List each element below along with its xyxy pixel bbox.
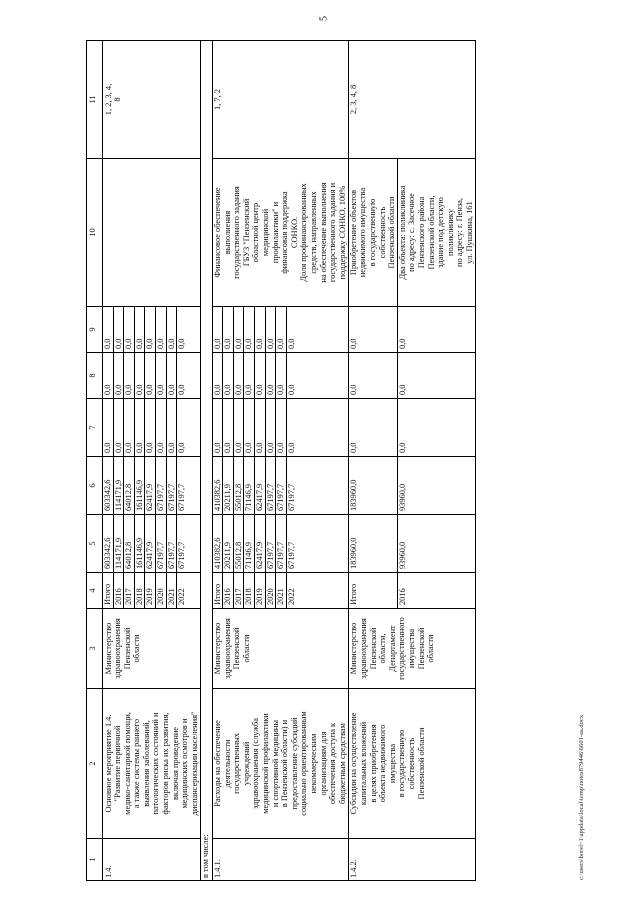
- value: 62417,9: [255, 515, 266, 572]
- value: 603342,6: [103, 457, 114, 514]
- value: 0,0: [145, 353, 156, 398]
- table-row-1-4-2: [348, 41, 475, 881]
- year: 2016: [223, 573, 234, 608]
- spacer: [378, 399, 388, 456]
- value: 0,0: [276, 353, 287, 398]
- subheader-row: [200, 41, 212, 881]
- value: 0,0: [135, 353, 146, 398]
- value: 0,0: [348, 338, 358, 349]
- value: 0,0: [266, 353, 277, 398]
- header-cell: 10: [87, 159, 103, 307]
- year: 2022: [177, 588, 187, 605]
- spacer: [368, 515, 378, 572]
- value: 0,0: [276, 399, 287, 456]
- value: 0,0: [286, 338, 296, 349]
- spacer: [378, 573, 388, 608]
- value: 67197,7: [167, 515, 178, 572]
- header-cell: 11: [87, 41, 103, 159]
- year: 2018: [244, 573, 255, 608]
- value: 0,0: [145, 307, 156, 352]
- value: 0,0: [244, 399, 255, 456]
- value: 67197,7: [276, 457, 287, 514]
- spacer: [387, 353, 397, 398]
- year: 2021: [276, 573, 287, 608]
- year: 2019: [145, 573, 156, 608]
- value: 0,0: [276, 307, 287, 352]
- year: 2021: [167, 573, 178, 608]
- value: 67197,7: [177, 541, 187, 569]
- spacer: [358, 515, 368, 572]
- value: 0,0: [103, 399, 114, 456]
- row-number: 1.4.: [103, 839, 201, 881]
- total-amount-cell: [212, 515, 348, 573]
- spacer: [378, 307, 388, 352]
- rotated-page: [86, 41, 624, 881]
- value: 0,0: [244, 307, 255, 352]
- value: 20211,9: [223, 515, 234, 572]
- value: 114171,9: [114, 457, 125, 514]
- value: 71146,9: [244, 457, 255, 514]
- value: 183960,0: [348, 537, 358, 569]
- year: Итого: [103, 573, 114, 608]
- value: 183960,0: [348, 479, 358, 511]
- header-cell: 2: [87, 689, 103, 839]
- value: 0,0: [348, 442, 358, 453]
- spacer: [358, 457, 368, 514]
- total-amount-cell: [348, 515, 475, 573]
- result-cell: Финансовое обеспечение выполнения государственного задания ГБУЗ "Пензенский областной центр медицинской профилактики" и финансовая поддержка СОНКО. Доля профинансированных средств, направленных на обеспечение выполнения государственного задания и поддержку СОНКО, 100%: [212, 159, 348, 307]
- year: 2017: [124, 573, 135, 608]
- year: 2020: [156, 573, 167, 608]
- value: 0,0: [255, 399, 266, 456]
- spacer: [358, 353, 368, 398]
- header-cell: 8: [87, 353, 103, 399]
- indicator-links: 1, 2, 3, 4, 8: [103, 41, 201, 159]
- value: 0,0: [156, 353, 167, 398]
- value: 0,0: [167, 353, 178, 398]
- value: 0,0: [223, 353, 234, 398]
- value: 0,0: [397, 307, 408, 352]
- value: 0,0: [124, 353, 135, 398]
- value: 67197,7: [266, 515, 277, 572]
- value: 0,0: [213, 399, 224, 456]
- value: 0,0: [234, 353, 245, 398]
- value: 0,0: [255, 307, 266, 352]
- value: 0,0: [266, 399, 277, 456]
- regional-budget-cell: [103, 457, 201, 515]
- year: 2017: [234, 573, 245, 608]
- regional-budget-cell: [348, 457, 475, 515]
- value: 0,0: [114, 399, 125, 456]
- subheader-label: в том числе:: [200, 41, 212, 881]
- year: 2016: [114, 573, 125, 608]
- value: 0,0: [348, 384, 358, 395]
- activity-name: Основное мероприятие 1.4. "Развитие первичной медико-санитарной помощи, а также системы раннего выявления заболеваний, патологических состояний и факторов риска их развития, включая проведение медицинских осмотров и диспансеризации населения": [103, 689, 201, 839]
- executor: Министерство здравоохранения Пензенской области: [103, 609, 201, 689]
- value: 0,0: [103, 353, 114, 398]
- value: 0,0: [167, 307, 178, 352]
- years-cell: [212, 573, 348, 609]
- value: 0,0: [234, 399, 245, 456]
- year: Итого: [213, 573, 224, 608]
- year: 2018: [135, 573, 146, 608]
- value: 0,0: [223, 399, 234, 456]
- value: 67197,7: [286, 483, 296, 511]
- value: 410382,6: [213, 457, 224, 514]
- federal-budget-cell: [212, 399, 348, 457]
- result-objects-text: Два объекта: поликлиника по адресу: с. Засечное Пензенского района Пензенской области, здание под детскую поликлинику по адресу: г. Пенза, ул. Пушкина, 161: [397, 159, 475, 306]
- value: 55012,8: [234, 457, 245, 514]
- spacer: [368, 353, 378, 398]
- spacer: [378, 457, 388, 514]
- header-cell: 4: [87, 573, 103, 609]
- spacer: [358, 399, 368, 456]
- result-cell: [103, 159, 201, 307]
- value: 62417,9: [255, 457, 266, 514]
- value: 62417,9: [145, 457, 156, 514]
- value: 0,0: [213, 353, 224, 398]
- value: 0,0: [114, 307, 125, 352]
- result-cell: [348, 159, 475, 307]
- header-cell: 6: [87, 457, 103, 515]
- value: 0,0: [213, 307, 224, 352]
- value: 0,0: [135, 307, 146, 352]
- value: 67197,7: [276, 515, 287, 572]
- value: 0,0: [167, 399, 178, 456]
- spacer: [387, 399, 397, 456]
- value: 0,0: [156, 399, 167, 456]
- program-activities-table: [86, 40, 476, 881]
- header-cell: 5: [87, 515, 103, 573]
- table-row-1-4-1: [212, 41, 348, 881]
- year: 2022: [286, 588, 296, 605]
- year: 2019: [255, 573, 266, 608]
- value: 0,0: [177, 338, 187, 349]
- header-cell: 3: [87, 609, 103, 689]
- years-cell: [103, 573, 201, 609]
- value: 62417,9: [145, 515, 156, 572]
- header-cell: 7: [87, 399, 103, 457]
- value: 0,0: [114, 353, 125, 398]
- value: 67197,7: [156, 457, 167, 514]
- total-amount-cell: [103, 515, 201, 573]
- value: 0,0: [286, 442, 296, 453]
- value: 0,0: [244, 353, 255, 398]
- year: 2020: [266, 573, 277, 608]
- value: 67197,7: [286, 541, 296, 569]
- value: 71146,9: [244, 515, 255, 572]
- spacer: [368, 307, 378, 352]
- value: 0,0: [124, 307, 135, 352]
- extra-budget-cell: [212, 307, 348, 353]
- extra-budget-cell: [348, 307, 475, 353]
- federal-budget-cell: [103, 399, 201, 457]
- value: 0,0: [397, 399, 408, 456]
- spacer: [358, 573, 368, 608]
- value: 67197,7: [156, 515, 167, 572]
- value: 161146,9: [135, 515, 146, 572]
- spacer: [368, 573, 378, 608]
- executor: Министерство здравоохранения Пензенской области, Департамент государственного имущества Пензенской области: [348, 609, 475, 689]
- value: 114171,9: [114, 515, 125, 572]
- value: 0,0: [103, 307, 114, 352]
- indicator-links: 2, 3, 4, 8: [348, 41, 475, 159]
- header-cell: 9: [87, 307, 103, 353]
- spacer: [368, 399, 378, 456]
- value: 0,0: [135, 399, 146, 456]
- value: 20211,9: [223, 457, 234, 514]
- value: 0,0: [156, 307, 167, 352]
- value: 64012,8: [124, 457, 135, 514]
- extra-budget-cell: [103, 307, 201, 353]
- value: 0,0: [255, 353, 266, 398]
- indicator-links: 1, 7, 2: [212, 41, 348, 159]
- spacer: [378, 353, 388, 398]
- value: 55012,8: [234, 515, 245, 572]
- executor: Министерство здравоохранения Пензенской области: [212, 609, 348, 689]
- value: 93960,0: [397, 457, 408, 514]
- value: 93960,0: [397, 515, 408, 572]
- spacer: [368, 457, 378, 514]
- federal-budget-cell: [348, 399, 475, 457]
- spacer: [358, 307, 368, 352]
- value: 67197,7: [167, 457, 178, 514]
- spacer: [387, 307, 397, 352]
- result-text: Приобретение объектов недвижимого имущества в государственную собственность Пензенской области: [348, 187, 397, 278]
- value: 0,0: [145, 399, 156, 456]
- table-row-1-4: [103, 41, 201, 881]
- value: 603342,6: [103, 515, 114, 572]
- value: 0,0: [177, 442, 187, 453]
- spacer: [387, 457, 397, 514]
- value: 161146,9: [135, 457, 146, 514]
- value: 0,0: [397, 353, 408, 398]
- activity-name: Расходы на обеспечение деятельности государственных учреждений здравоохранения (служба медицинской профилактики и спортивной медицины в Пензенской области) и предоставление субсидий социально ориентированным некоммерческим организациям для обеспечения доступа к бюджетным средствам: [212, 689, 348, 839]
- value: 410382,6: [213, 515, 224, 572]
- spacer: [387, 573, 397, 608]
- page-number: 5: [318, 16, 330, 21]
- value: 67197,7: [266, 457, 277, 514]
- regional-budget-cell: [212, 457, 348, 515]
- value: 0,0: [177, 384, 187, 395]
- file-path-footer: c:\users\borel~1\appdata\local\temp\notes879446\6601-aa.docx: [578, 714, 585, 880]
- value: 0,0: [234, 307, 245, 352]
- value: 67197,7: [177, 483, 187, 511]
- spacer: [387, 515, 397, 572]
- year: 2016: [397, 573, 408, 608]
- row-number: 1.4.2.: [348, 839, 475, 881]
- value: 0,0: [124, 399, 135, 456]
- value: 0,0: [266, 307, 277, 352]
- spacer: [378, 515, 388, 572]
- value: 0,0: [286, 384, 296, 395]
- year: Итого: [348, 583, 358, 605]
- years-cell: [348, 573, 475, 609]
- local-budget-cell: [103, 353, 201, 399]
- header-cell: 1: [87, 839, 103, 881]
- local-budget-cell: [212, 353, 348, 399]
- value: 0,0: [223, 307, 234, 352]
- local-budget-cell: [348, 353, 475, 399]
- value: 64012,8: [124, 515, 135, 572]
- header-row: [87, 41, 103, 881]
- row-number: 1.4.1.: [212, 839, 348, 881]
- activity-name: Субсидии на осуществление капитальных вложений в целях приобретения объекта недвижимого имущества в государственную собственность Пензенской области: [348, 689, 475, 839]
